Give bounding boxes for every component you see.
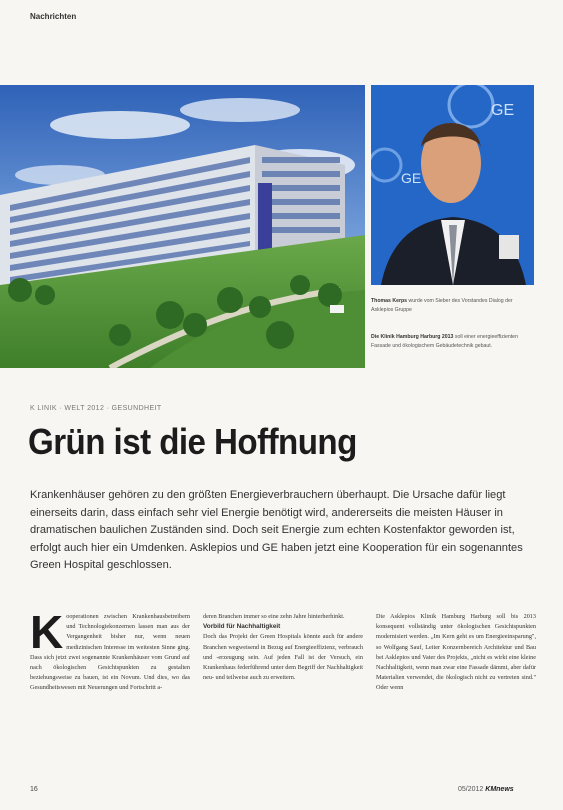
- article-lead: Krankenhäuser gehören zu den größten Energieverbrauchern überhaupt. Die Ursache dafür liegt einerseits darin, dass einfach sehr viel Energie benötigt wird, andererseits die meisten Häuser in dramatischen baulichen Zuständen sind. Doch seit Energie zum echten Kostenfaktor geworden ist, erfolgt auch hier ein Umdenken. Asklepios und GE haben jetzt eine Kooperation für ein sogenanntes Green Hospital geschlossen.: [30, 489, 523, 572]
- caption1-lead: Thomas Kerps: [371, 298, 408, 304]
- footer-magazine: [458, 786, 514, 793]
- article-kicker: K LINIK · WELT 2012 · GESUNDHEIT: [30, 405, 162, 412]
- issue-date: 05/2012: [458, 786, 484, 793]
- magazine-name: KMnews: [485, 786, 514, 793]
- article-column-1: [30, 606, 190, 694]
- hospital-building-image: [0, 85, 365, 368]
- ge-logo-text-2: GE: [401, 170, 422, 186]
- column2-text-b: Doch das Projekt der Green Hospitals könnte auch für andere Branchen wegweisend in Bezug auf Energieeffizienz, verbrauch und -erzeugung sein. Auf jeden Fall ist der Versuch, ein Krankenhaus federführend unter dem Begriff der Nachhaltigkeit neu- und teilweise auch zu erweitern.: [203, 633, 363, 682]
- column2-subhead: Vorbild für Nachhaltigkeit: [203, 623, 281, 631]
- article-headline: Grün ist die Hoffnung: [28, 421, 357, 462]
- caption2-lead: Die Klinik Hamburg Harburg 2013: [371, 334, 454, 340]
- column3-text: Die Asklepios Klinik Hamburg Harburg soll bis 2013 konsequent vollständig unter ökologischen Gesichtspunkten modernisiert werden. „Im Kern geht es um Energieeinsparung", so Wolfgang Sauf, Leiter Konzernbereich Architektur und Bau bei Asklepios und Vater des Projekts, „nicht es wirkt eine kleine Nachhaltigkeit, wenn man zwar eine Fassade dämmt, aber dafür Materialien verwendet, die ökologisch nicht zu vertreten sind." Oder wenn: [376, 613, 536, 692]
- drop-cap: K: [30, 606, 64, 658]
- article-column-3: [376, 612, 536, 694]
- image-caption-1: [371, 297, 535, 314]
- image-caption-2: [371, 333, 535, 350]
- section-label: Nachrichten: [30, 12, 77, 21]
- ge-logo-text: GE: [491, 102, 515, 119]
- column1-text: ooperationen zwischen Krankenhausbetreibern und Technologiekonzernen lassen man aus der Vergangenheit bisher nur, wenn neuen medizinischen Interesse im weitesten Sinne ging. Dass sich jetzt zwei sogenannte Krankenhäuser vom Grund auf nach ökologischen Gesichtspunkten zu gestalten beziehungsweise zu bauen, ist ein Novum. Und dies, wo das Gesundheitswesen mit Neuerungen und Fortschritt a-: [30, 613, 190, 692]
- column2-text-a: deren Branchen immer so eine zehn Jahre hinterherhinkt.: [203, 613, 345, 620]
- caption1-text: wurde vom Sieber des Vorstandes Dialog der Asklepios Gruppe: [371, 298, 513, 313]
- speaker-portrait-image: [371, 85, 534, 285]
- page-number: 16: [30, 786, 38, 793]
- article-column-2: [203, 612, 363, 683]
- caption2-text: soll einer energieeffizienten Fassade und ökologischem Gebäudetechnik gebaut.: [371, 334, 518, 349]
